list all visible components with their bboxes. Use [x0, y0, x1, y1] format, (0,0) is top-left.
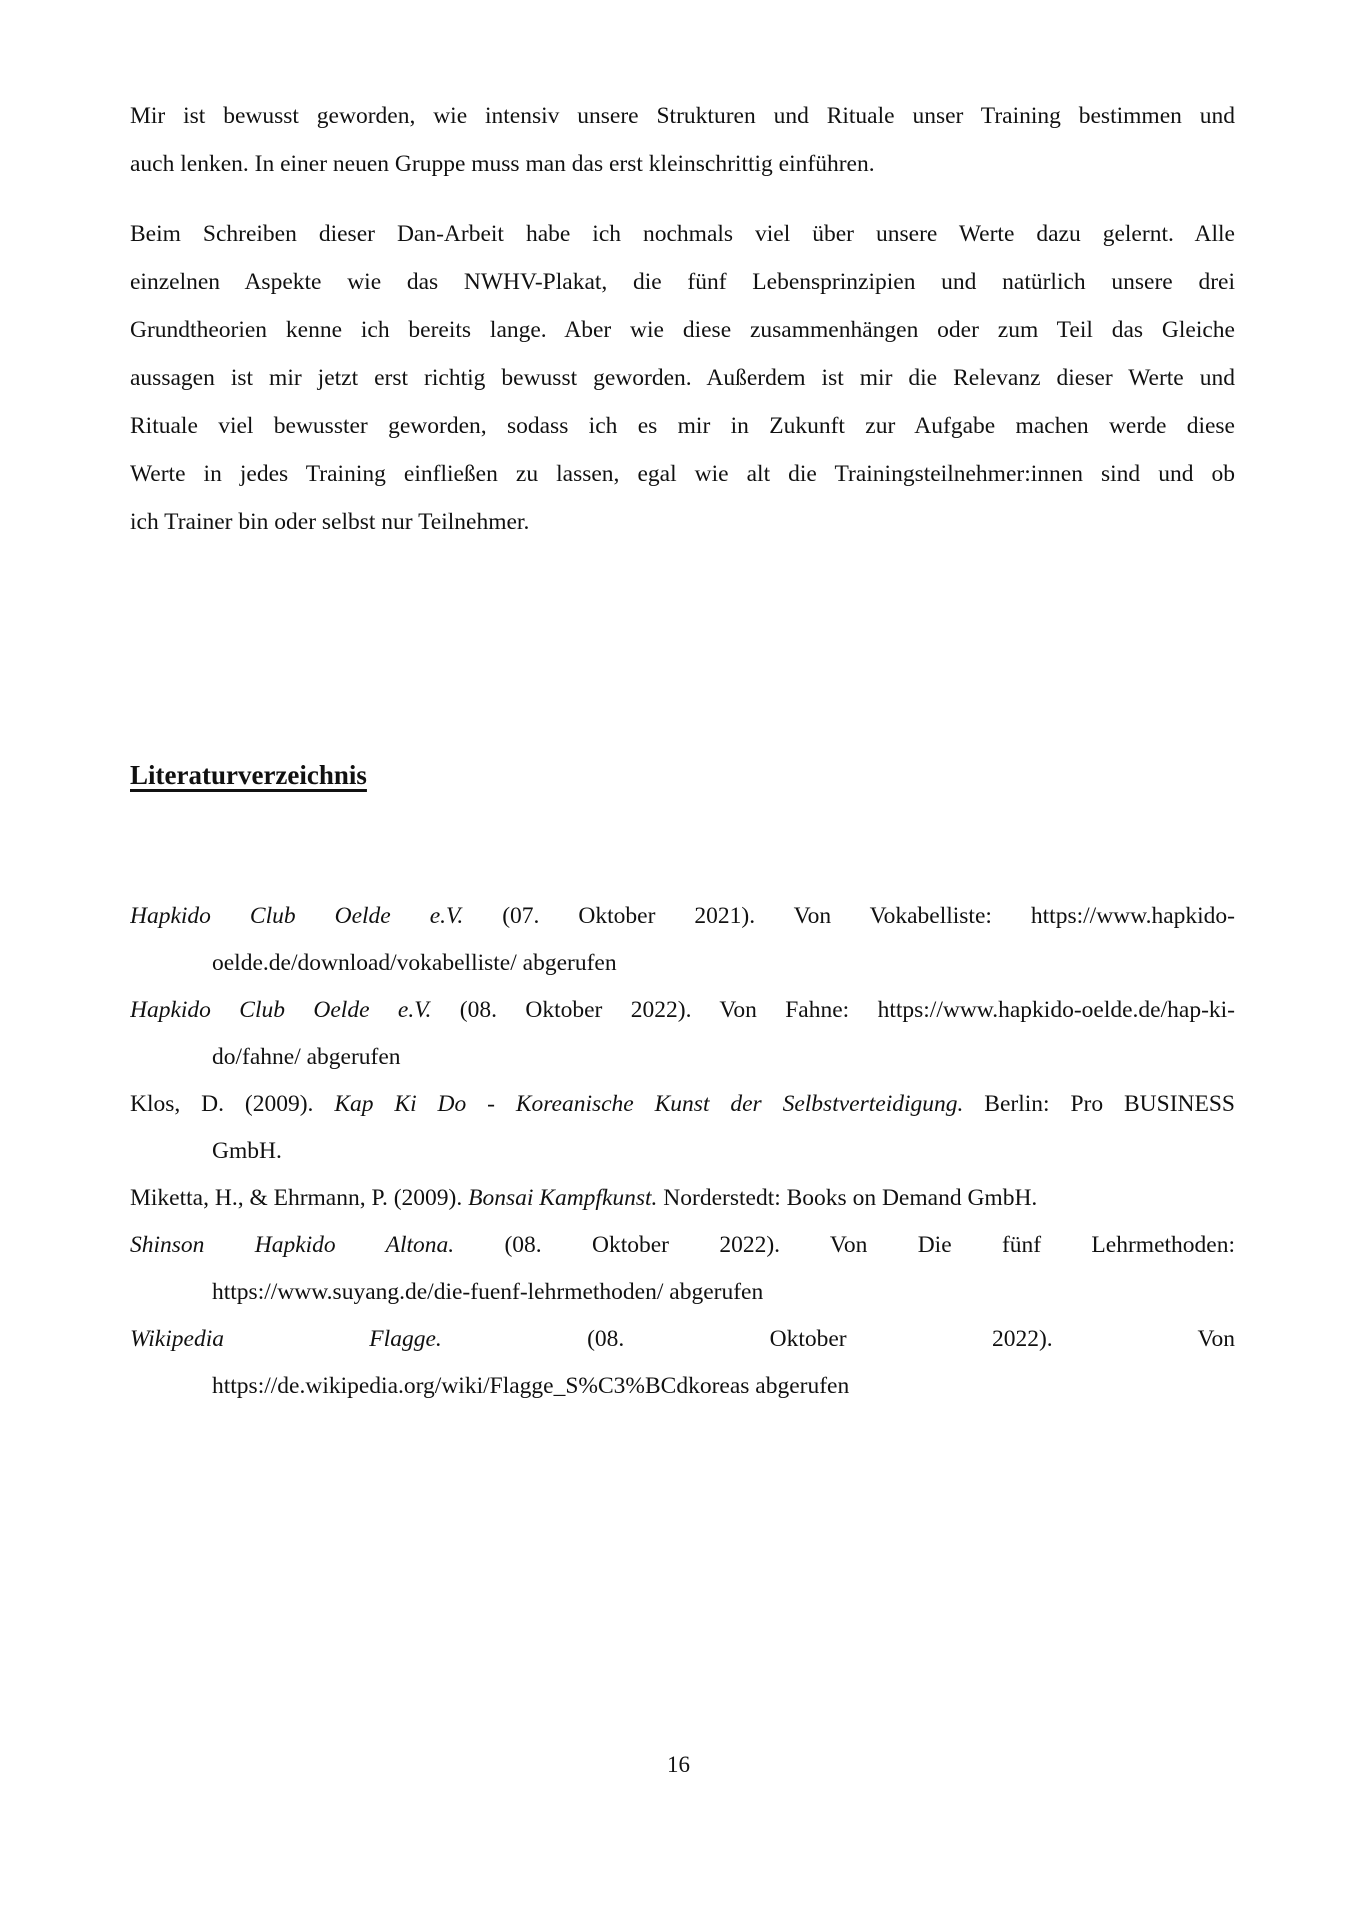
text-line: auch lenken. In einer neuen Gruppe muss man das erst kleinschrittig einführen.	[130, 151, 875, 177]
source-title: Bonsai Kampfkunst.	[468, 1185, 658, 1211]
source-details: Norderstedt: Books on Demand GmbH.	[657, 1185, 1038, 1211]
text-line: Rituale viel bewusster geworden, sodass ich es mir in Zukunft zur Aufgabe machen werde diese	[130, 413, 1235, 439]
source-title: Kap Ki Do - Koreanische Kunst der Selbstverteidigung.	[334, 1091, 964, 1117]
bibliography-entry	[130, 893, 1235, 987]
bibliography-list	[130, 893, 1235, 1410]
source-details: (07. Oktober 2021). Von Vokabelliste: https://www.hapkido-	[463, 903, 1235, 929]
bibliography-entry	[130, 1175, 1235, 1222]
source-url: https://de.wikipedia.org/wiki/Flagge_S%C3%BCdkoreas abgerufen	[212, 1373, 850, 1399]
source-url: do/fahne/ abgerufen	[212, 1044, 401, 1070]
bibliography-entry	[130, 987, 1235, 1081]
text-line: Grundtheorien kenne ich bereits lange. Aber wie diese zusammenhängen oder zum Teil das Gleiche	[130, 317, 1235, 343]
source-details: Berlin: Pro BUSINESS	[963, 1091, 1235, 1117]
paragraph-reflection-1	[130, 92, 1235, 188]
source-title: Hapkido Club Oelde e.V.	[130, 903, 464, 929]
text-line: Mir ist bewusst geworden, wie intensiv unsere Strukturen und Rituale unser Training bestimmen und	[130, 103, 1235, 129]
source-details: (08. Oktober 2022). Von Die fünf Lehrmethoden:	[454, 1232, 1235, 1258]
source-title: Wikipedia Flagge.	[130, 1326, 442, 1352]
bibliography-entry	[130, 1081, 1235, 1175]
source-url: https://www.suyang.de/die-fuenf-lehrmethoden/ abgerufen	[212, 1279, 764, 1305]
source-publisher: GmbH.	[212, 1138, 282, 1164]
source-author: Miketta, H., & Ehrmann, P. (2009).	[130, 1185, 469, 1211]
text-line: Beim Schreiben dieser Dan-Arbeit habe ich nochmals viel über unsere Werte dazu gelernt. Alle	[130, 221, 1235, 247]
source-details: (08. Oktober 2022). Von Fahne: https://www.hapkido-oelde.de/hap-ki-	[431, 997, 1235, 1023]
text-line: ich Trainer bin oder selbst nur Teilnehmer.	[130, 509, 530, 535]
source-author: Klos, D. (2009).	[130, 1091, 335, 1117]
source-url: oelde.de/download/vokabelliste/ abgerufen	[212, 950, 617, 976]
bibliography-heading: Literaturverzeichnis	[130, 760, 367, 790]
text-line: Werte in jedes Training einfließen zu lassen, egal wie alt die Trainingsteilnehmer:innen sind und ob	[130, 461, 1235, 487]
source-title: Shinson Hapkido Altona.	[130, 1232, 455, 1258]
text-line: einzelnen Aspekte wie das NWHV-Plakat, die fünf Lebensprinzipien und natürlich unsere drei	[130, 269, 1235, 295]
page-number: 16	[667, 1752, 690, 1777]
source-title: Hapkido Club Oelde e.V.	[130, 997, 432, 1023]
bibliography-entry	[130, 1316, 1235, 1410]
source-details: (08. Oktober 2022). Von	[441, 1326, 1235, 1352]
bibliography-entry	[130, 1222, 1235, 1316]
paragraph-reflection-2	[130, 210, 1235, 546]
text-line: aussagen ist mir jetzt erst richtig bewusst geworden. Außerdem ist mir die Relevanz dieser Werte und	[130, 365, 1235, 391]
